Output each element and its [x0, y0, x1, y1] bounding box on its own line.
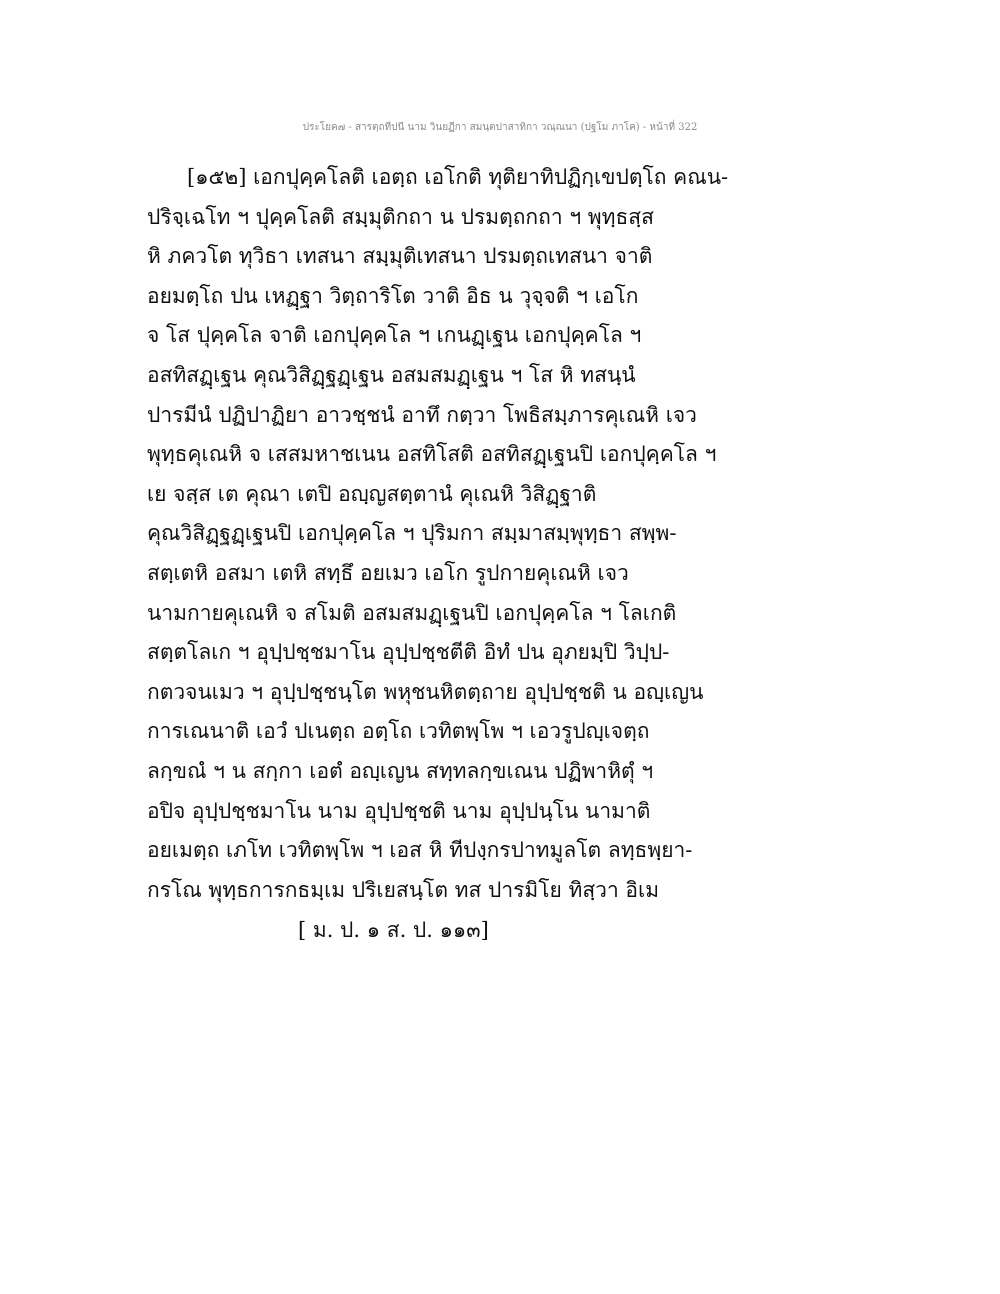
text-line: การเณนาติ เอวํ ปเนตฺถ อตฺโถ เวทิตพฺโพ ฯ เอวรูปญฺเจตฺถ [147, 719, 650, 744]
text-line: อสทิสฏฺเฐน คุณวิสิฏฺฐฏฺเฐน อสมสมฏฺเฐน ฯ โส หิ ทสนฺนํ [147, 362, 636, 387]
text-line: [๑๕๒] เอกปุคฺคโลติ เอตฺถ เอโกติ ทุติยาทิปฏิกฺเขปตฺโถ คณน- [187, 165, 729, 189]
text-line: คุณวิสิฏฺฐฏฺเฐนปิ เอกปุคฺคโล ฯ ปุริมกา สมฺมาสมฺพุทฺธา สพฺพ- [147, 521, 677, 546]
text-line: อยเมตฺถ เภโท เวทิตพฺโพ ฯ เอส หิ ทีปงฺกรปาทมูลโต ลทฺธพฺยา- [147, 838, 693, 863]
text-line: ปารมีนํ ปฏิปาฏิยา อาวชฺชนํ อาทึ กตฺวา โพธิสมฺภารคุเณหิ เจว [147, 402, 697, 427]
text-line: สตฺตโลเก ฯ อุปฺปชฺชมาโน อุปฺปชฺชตีติ อิทํ ปน อุภยมฺปิ วิปฺป- [147, 640, 670, 665]
text-line: เย จสฺส เต คุณา เตปิ อญฺญสตฺตานํ คุเณหิ วิสิฏฺฐาติ [147, 481, 597, 506]
text-line: สตฺเตหิ อสมา เตหิ สทฺธึ อยเมว เอโก รูปกายคุเณหิ เจว [147, 560, 629, 585]
text-line: กรโณ พุทฺธการกธมฺเม ปริเยสนฺโต ทส ปารมิโย ทิสฺวา อิเม [147, 877, 660, 902]
text-line: นามกายคุเณหิ จ สโมติ อสมสมฏฺเฐนปิ เอกปุคฺคโล ฯ โลเกติ [147, 600, 677, 625]
text-line: ปริจฺเฉโท ฯ ปุคฺคโลติ สมฺมุติกถา น ปรมตฺถกถา ฯ พุทฺธสฺส [147, 204, 654, 229]
text-line: จ โส ปุคฺคโล จาติ เอกปุคฺคโล ฯ เกนฏฺเฐน เอกปุคฺคโล ฯ [147, 323, 642, 348]
text-line: อปิจ อุปฺปชฺชมาโน นาม อุปฺปชฺชติ นาม อุปฺปนฺโน นามาติ [147, 798, 651, 823]
text-line: ลกฺขณํ ฯ น สกฺกา เอตํ อญฺเญน สทฺทลกฺขเณน ปฏิพาหิตุํ ฯ [147, 758, 654, 783]
body-text [147, 158, 729, 910]
text-line: หิ ภควโต ทุวิธา เทสนา สมฺมุติเทสนา ปรมตฺถเทสนา จาติ [147, 244, 653, 269]
text-line: อยมตฺโถ ปน เหฏฺฐา วิตฺถาริโต วาติ อิธ น วุจฺจติ ฯ เอโก [147, 283, 639, 308]
text-line: กตวจนเมว ฯ อุปฺปชฺชนฺโต พหุชนหิตตฺถาย อุปฺปชฺชติ น อญฺเญน [147, 679, 704, 704]
source-reference: [ ม. ป. ๑ ส. ป. ๑๑๓] [298, 918, 489, 942]
text-line: พุทฺธคุเณหิ จ เสสมหาชเนน อสทิโสติ อสทิสฏฺเฐนปิ เอกปุคฺคโล ฯ [147, 442, 717, 467]
page-header: ประโยค๗ - สารตฺถทีปนี นาม วินยฏีกา สมนฺตปาสาทิกา วณฺณนา (ปฐโม ภาโค) - หน้าที่ 322 [302, 122, 698, 133]
